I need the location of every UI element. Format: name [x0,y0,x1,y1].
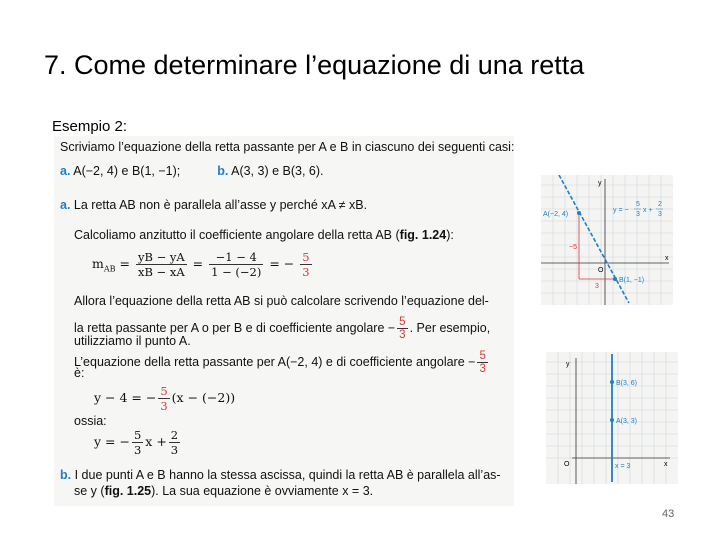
eq2-frac2-num: 2 [170,428,179,442]
sol-a-line2-pre: Calcoliamo anzitutto il coefficiente angolare della retta AB ( [74,228,400,242]
eq1-frac-den: 3 [160,399,168,413]
eq-frac1-num: 5 [636,201,640,208]
eq1-frac [158,384,169,413]
label-run: 3 [595,283,599,290]
para2-frac-num: 5 [479,350,486,362]
eq1-lhs: y − 4 = − [94,390,157,405]
fig-ref-125: fig. 1.25 [104,484,152,498]
sol-a-label: a. [60,198,71,212]
eq-frac1-den: 3 [636,211,640,218]
case-b-label: b. [217,164,229,178]
point-b-dot [613,277,617,281]
label-x-axis-2: x [664,461,668,468]
solution-a-line1 [60,198,367,212]
sol-a-cond: A ≠ x [327,198,356,212]
eq1-frac-num: 5 [160,384,168,398]
frac2-den: 1 − (−2) [211,265,262,279]
slope-formula [92,250,314,279]
sol-b-text: I due punti A e B hanno la stessa ascissa, quindi la retta AB è parallela all’as- [74,468,501,482]
eq-mid: x + [643,207,653,214]
label-y-axis: y [598,180,602,187]
para1-line2-pre: la retta passante per A o per B e di coefficiente angolare − [74,320,396,335]
case-a-label: a. [60,164,71,178]
para1-line1: Allora l’equazione della retta AB si può calcolare scrivendo l’equazione del- [74,294,489,308]
slope-frac-2 [209,250,263,279]
label-y-axis-2: y [566,361,570,368]
sol-b-label: b. [60,468,72,482]
case-list [60,164,324,178]
label-origin: O [598,267,604,274]
sol-a-text: La retta AB non è parallela all’asse y perché x [73,198,328,212]
point-a-dot [577,211,581,215]
slide-title: 7. Come determinare l’equazione di una retta [44,50,585,80]
slope-result [300,250,311,279]
frac1-den: xB − xA [137,265,185,279]
result-den: 3 [302,265,310,279]
point-b-dot-2 [610,380,614,384]
eq2-frac2-den: 3 [170,443,179,457]
para1-frac-den: 3 [399,329,406,341]
para2-frac-den: 3 [479,363,486,375]
label-rise: −5 [569,244,577,251]
sol-a-end: B. [355,198,368,212]
label-line-x3: x = 3 [615,463,631,470]
eq2-lhs: y = − [94,434,130,449]
solution-b-line1 [60,468,501,482]
eq2-frac1-num: 5 [133,428,142,442]
point-a-dot-2 [610,418,614,422]
slope-m: m [92,256,104,271]
para2-frac [477,350,487,375]
sol-b-line2-post: ). La sua equazione è ovviamente x = 3. [151,484,374,498]
label-point-b: B(1, −1) [619,277,645,284]
slope-result-sign: = − [269,256,295,271]
frac2-num: −1 − 4 [209,250,263,265]
case-a-points: A(−2, 4) e B(1, −1); [73,164,181,178]
slope-eq-2: = [192,256,204,271]
para1-line3: utilizziamo il punto A. [74,334,191,348]
textbook-excerpt [54,136,514,506]
page-number: 43 [662,508,675,520]
eq2-frac1-den: 3 [133,443,142,457]
para1-line2-post: . Per esempio, [409,320,491,335]
eq1-rhs: (x − (−2)) [171,390,236,405]
eq2-frac-2 [169,428,180,457]
case-b-points: A(3, 3) e B(3, 6). [231,164,324,178]
eq2-frac-1 [132,428,143,457]
slope-frac-1 [136,250,187,279]
label-point-a-2: A(3, 3) [616,418,638,425]
eq2-mid: x + [145,434,167,449]
sol-b-line2-pre: se y ( [74,484,105,498]
eq-frac2-num: 2 [658,201,662,208]
para1-frac [397,316,407,341]
label-x-axis: x [665,255,669,262]
fig-ref-124: fig. 1.24 [399,228,447,242]
para2-line1 [74,350,490,375]
slope-eq-1: = [119,256,130,271]
ossia-label: ossia: [74,414,107,428]
graph-fig-124 [541,175,673,305]
result-num: 5 [302,250,310,264]
equation-2 [94,428,182,457]
exercise-prompt: Scriviamo l’equazione della retta passante per A e B in ciascuno dei seguenti casi: [60,140,515,154]
solution-b-line2 [74,484,373,498]
frac1-num: yB − yA [137,250,185,264]
solution-a-line2 [74,228,454,242]
eq-frac2-den: 3 [658,211,662,218]
equation-1 [94,384,235,413]
label-point-b-2: B(3, 6) [616,380,638,387]
label-origin-2: O [564,461,570,468]
para1-frac-num: 5 [399,316,406,328]
para2-line1-pre: L’equazione della retta passante per A(−2, 4) e di coefficiente angolare − [74,354,476,369]
graph-fig-125 [546,352,678,484]
para2-line2: è: [74,366,85,380]
label-equation: y = − [613,207,629,214]
sol-a-line2-post: ): [446,228,454,242]
slide-subtitle: Esempio 2: [52,118,128,135]
label-point-a: A(−2, 4) [543,211,569,218]
slope-sub: AB [103,264,116,274]
